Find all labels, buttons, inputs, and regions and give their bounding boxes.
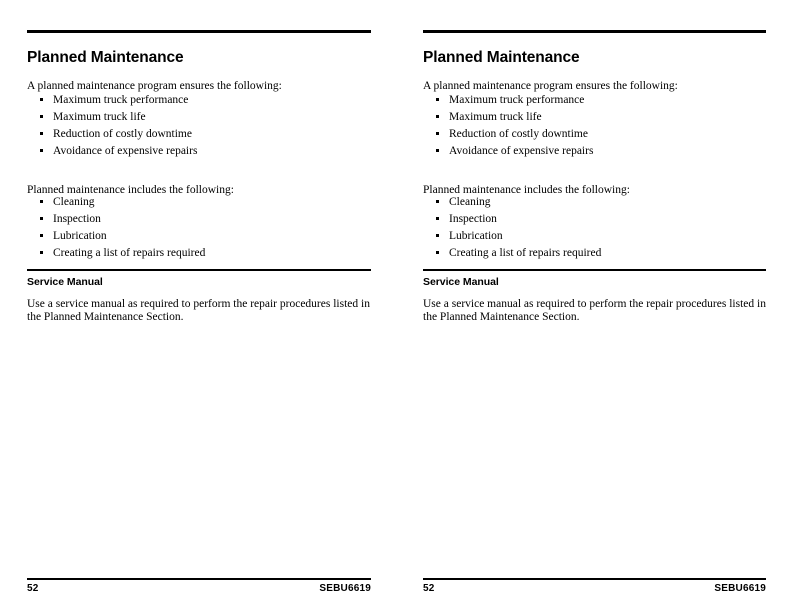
bullet-icon xyxy=(436,200,439,203)
section-heading: Service Manual xyxy=(423,275,499,288)
section-heading: Service Manual xyxy=(27,275,103,288)
section-body-text: Use a service manual as required to perform the repair procedures listed in the Planned Maintenance Section. xyxy=(27,297,370,324)
list-item xyxy=(423,109,766,126)
list-item xyxy=(27,92,371,109)
bullet-icon xyxy=(436,251,439,254)
bullet-icon xyxy=(40,234,43,237)
list-item-label: Avoidance of expensive repairs xyxy=(449,145,594,157)
list-item xyxy=(27,143,371,160)
section-rule xyxy=(423,269,766,271)
bullet-icon xyxy=(436,132,439,135)
benefits-list xyxy=(27,92,371,160)
intro-paragraph-benefits: A planned maintenance program ensures the following: xyxy=(423,79,678,92)
list-item xyxy=(423,194,766,211)
activities-list xyxy=(27,194,371,262)
list-item-label: Lubrication xyxy=(53,230,107,242)
bullet-icon xyxy=(436,217,439,220)
footer-publication-code: SEBU6619 xyxy=(714,583,766,594)
list-item xyxy=(423,126,766,143)
list-item-label: Maximum truck performance xyxy=(449,94,585,106)
footer-rule xyxy=(27,578,371,580)
intro-paragraph-activities: Planned maintenance includes the following: xyxy=(27,183,234,196)
list-item-label: Cleaning xyxy=(53,196,95,208)
page-content-left xyxy=(27,0,371,612)
bullet-icon xyxy=(436,115,439,118)
list-item-label: Maximum truck life xyxy=(449,111,542,123)
bullet-icon xyxy=(40,200,43,203)
bullet-icon xyxy=(436,98,439,101)
list-item xyxy=(423,228,766,245)
footer-publication-code: SEBU6619 xyxy=(319,583,371,594)
section-service-manual xyxy=(27,269,371,336)
list-item-label: Reduction of costly downtime xyxy=(53,128,192,140)
footer-page-number: 52 xyxy=(27,583,39,594)
list-item-label: Inspection xyxy=(449,213,497,225)
list-item xyxy=(423,143,766,160)
footer-row xyxy=(27,583,371,594)
intro-paragraph-activities: Planned maintenance includes the following: xyxy=(423,183,630,196)
bullet-icon xyxy=(436,149,439,152)
benefits-list xyxy=(423,92,766,160)
list-item xyxy=(27,211,371,228)
activities-list xyxy=(423,194,766,262)
footer-rule xyxy=(423,578,766,580)
bullet-icon xyxy=(40,98,43,101)
bullet-icon xyxy=(40,115,43,118)
footer-page-number: 52 xyxy=(423,583,435,594)
chapter-top-rule xyxy=(27,30,371,33)
list-item xyxy=(27,228,371,245)
footer-row xyxy=(423,583,766,594)
section-rule xyxy=(27,269,371,271)
list-item-label: Inspection xyxy=(53,213,101,225)
list-item-label: Reduction of costly downtime xyxy=(449,128,588,140)
list-item-label: Lubrication xyxy=(449,230,503,242)
bullet-icon xyxy=(436,234,439,237)
bullet-icon xyxy=(40,149,43,152)
page-title: Planned Maintenance xyxy=(27,49,184,67)
page-footer xyxy=(27,578,371,594)
section-body-text: Use a service manual as required to perform the repair procedures listed in the Planned Maintenance Section. xyxy=(423,297,766,324)
list-item xyxy=(27,126,371,143)
list-item-label: Maximum truck life xyxy=(53,111,146,123)
list-item-label: Cleaning xyxy=(449,196,491,208)
section-service-manual xyxy=(423,269,766,336)
list-item xyxy=(27,194,371,211)
page-right xyxy=(396,0,792,612)
list-item xyxy=(423,245,766,262)
list-item-label: Avoidance of expensive repairs xyxy=(53,145,198,157)
bullet-icon xyxy=(40,251,43,254)
list-item-label: Creating a list of repairs required xyxy=(53,247,206,259)
bullet-icon xyxy=(40,132,43,135)
list-item-label: Maximum truck performance xyxy=(53,94,189,106)
bullet-icon xyxy=(40,217,43,220)
list-item xyxy=(423,92,766,109)
page-footer xyxy=(423,578,766,594)
list-item xyxy=(423,211,766,228)
chapter-top-rule xyxy=(423,30,766,33)
page-content-right xyxy=(423,0,766,612)
list-item xyxy=(27,245,371,262)
page-title: Planned Maintenance xyxy=(423,49,580,67)
list-item xyxy=(27,109,371,126)
intro-paragraph-benefits: A planned maintenance program ensures the following: xyxy=(27,79,282,92)
list-item-label: Creating a list of repairs required xyxy=(449,247,602,259)
